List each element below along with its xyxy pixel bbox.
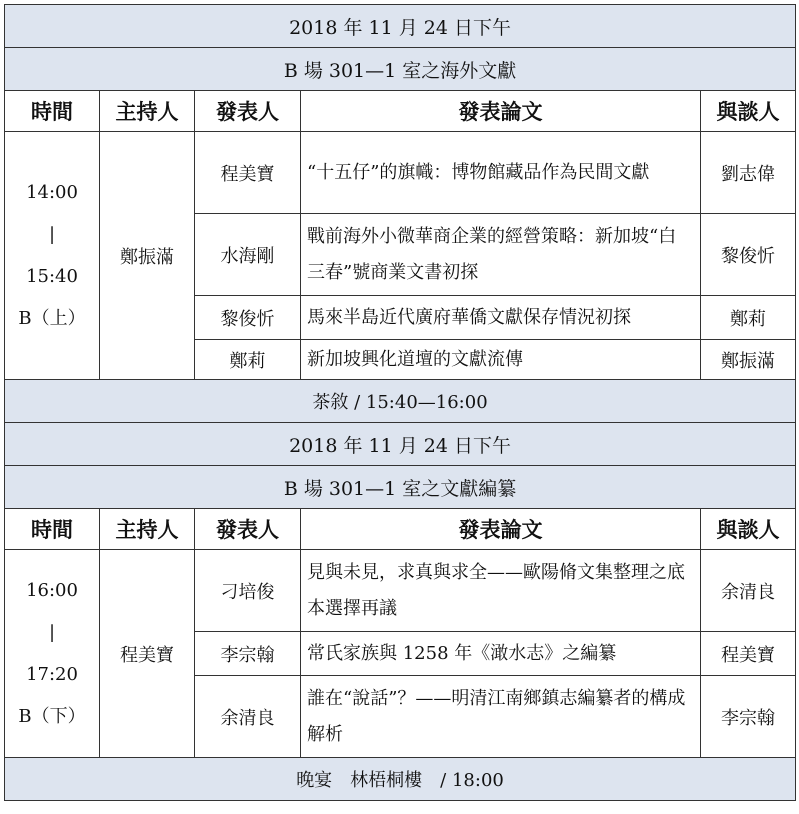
session2-room-row	[5, 466, 796, 509]
discussant: 鄭莉	[701, 296, 796, 340]
discussant: 程美寶	[701, 632, 796, 676]
session1-host: 鄭振滿	[100, 132, 195, 380]
presenter: 程美寶	[195, 132, 301, 214]
presenter: 李宗翰	[195, 632, 301, 676]
presenter: 鄭莉	[195, 340, 301, 380]
paper-title: 馬來半島近代廣府華僑文獻保存情況初探	[301, 296, 701, 340]
table-row	[5, 132, 796, 214]
session1-time	[5, 132, 100, 380]
paper-title: 常氏家族與 1258 年《澉水志》之編纂	[301, 632, 701, 676]
time-start: 14:00	[26, 181, 78, 203]
header-discussant: 與談人	[701, 91, 796, 132]
header-host: 主持人	[100, 509, 195, 550]
presenter: 刁培俊	[195, 550, 301, 632]
header-time: 時間	[5, 509, 100, 550]
session2-time	[5, 550, 100, 758]
header-paper: 發表論文	[301, 91, 701, 132]
session1-date-row	[5, 5, 796, 48]
table-row	[5, 550, 796, 632]
session1-date: 2018 年 11 月 24 日下午	[5, 5, 796, 48]
paper-title: 新加坡興化道壇的文獻流傳	[301, 340, 701, 380]
presenter: 余清良	[195, 676, 301, 758]
session-part: B（下）	[18, 705, 86, 727]
session2-date: 2018 年 11 月 24 日下午	[5, 423, 796, 466]
paper-title: 戰前海外小微華商企業的經營策略：新加坡“白三春”號商業文書初探	[301, 214, 701, 296]
discussant: 劉志偉	[701, 132, 796, 214]
presenter: 水海剛	[195, 214, 301, 296]
tea-break: 茶敘 / 15:40—16:00	[5, 380, 796, 423]
header-presenter: 發表人	[195, 91, 301, 132]
header-presenter: 發表人	[195, 509, 301, 550]
time-separator: |	[48, 223, 56, 245]
time-end: 15:40	[26, 265, 78, 287]
session1-column-headers	[5, 91, 796, 132]
header-host: 主持人	[100, 91, 195, 132]
discussant: 黎俊忻	[701, 214, 796, 296]
session2-host: 程美寶	[100, 550, 195, 758]
tea-break-row	[5, 380, 796, 423]
header-paper: 發表論文	[301, 509, 701, 550]
session2-date-row	[5, 423, 796, 466]
session-part: B（上）	[18, 307, 86, 329]
time-start: 16:00	[26, 579, 78, 601]
presenter: 黎俊忻	[195, 296, 301, 340]
schedule-table	[4, 4, 796, 801]
discussant: 鄭振滿	[701, 340, 796, 380]
paper-title: 誰在“說話”？——明清江南鄉鎮志編纂者的構成解析	[301, 676, 701, 758]
dinner: 晚宴 林梧桐樓 / 18:00	[5, 758, 796, 801]
time-separator: |	[48, 621, 56, 643]
discussant: 余清良	[701, 550, 796, 632]
time-end: 17:20	[26, 663, 78, 685]
paper-title: 見與未見，求真與求全——歐陽脩文集整理之底本選擇再議	[301, 550, 701, 632]
session1-room-row	[5, 48, 796, 91]
paper-title: “十五仔”的旗幟：博物館藏品作為民間文獻	[301, 132, 701, 214]
session2-column-headers	[5, 509, 796, 550]
dinner-row	[5, 758, 796, 801]
header-time: 時間	[5, 91, 100, 132]
session2-room: B 場 301—1 室之文獻編纂	[5, 466, 796, 509]
header-discussant: 與談人	[701, 509, 796, 550]
discussant: 李宗翰	[701, 676, 796, 758]
session1-room: B 場 301—1 室之海外文獻	[5, 48, 796, 91]
